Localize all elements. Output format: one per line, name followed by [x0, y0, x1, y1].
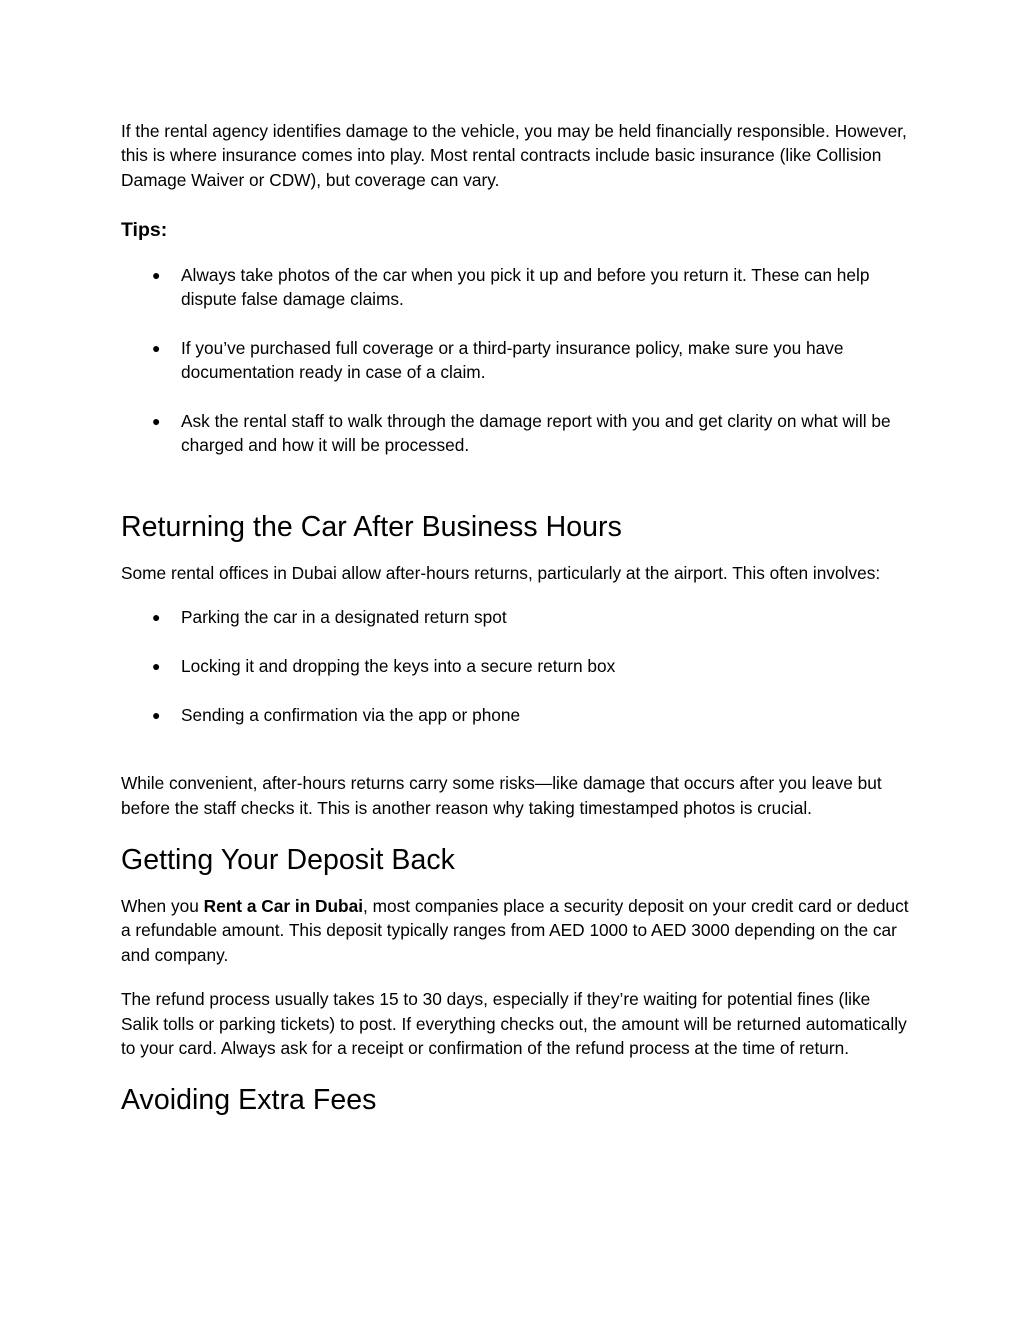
deposit-text-before: When you [121, 895, 204, 916]
section-heading-extra-fees: Avoiding Extra Fees [121, 1084, 377, 1117]
bullet-icon: ● [152, 658, 161, 675]
list-item-text: Sending a confirmation via the app or phone [181, 705, 521, 726]
list-item [121, 263, 911, 312]
list-item-text: Ask the rental staff to walk through the damage report with you and get clarity on what will be charged and how it will be processed. [181, 411, 891, 456]
bullet-icon: ● [152, 339, 161, 356]
tips-list [121, 263, 911, 458]
bullet-icon: ● [152, 413, 161, 430]
section-heading-deposit: Getting Your Deposit Back [121, 843, 455, 876]
document-page [121, 119, 911, 1118]
list-item [121, 409, 911, 458]
section-heading-after-hours: Returning the Car After Business Hours [121, 510, 622, 543]
list-item-text: If you’ve purchased full coverage or a third-party insurance policy, make sure you have documentation ready in case of a claim. [181, 337, 844, 383]
deposit-bold-phrase: Rent a Car in Dubai [203, 895, 364, 916]
deposit-paragraph-1 [121, 894, 911, 967]
bullet-icon: ● [152, 266, 161, 283]
list-item-text: Locking it and dropping the keys into a secure return box [181, 656, 616, 677]
deposit-paragraph-2: The refund process usually takes 15 to 30 days, especially if they’re waiting for potential fines (like Salik tolls or parking tickets) to post. If everything checks out, the amount will be returned automatically to your card. Always ask for a receipt or confirmation of the refund process at the time of return. [121, 989, 907, 1058]
bullet-icon: ● [152, 609, 161, 626]
tips-heading: Tips: [121, 218, 168, 241]
bullet-icon: ● [152, 707, 161, 724]
after-hours-closing: While convenient, after-hours returns carry some risks—like damage that occurs after you leave but before the staff checks it. This is another reason why taking timestamped photos is crucial. [121, 773, 882, 818]
after-hours-intro: Some rental offices in Dubai allow after-hours returns, particularly at the airport. This often involves: [121, 562, 881, 583]
after-hours-list [121, 605, 911, 727]
list-item-text: Parking the car in a designated return spot [181, 607, 507, 628]
list-item [121, 654, 911, 678]
list-item-text: Always take photos of the car when you pick it up and before you return it. These can help dispute false damage claims. [181, 264, 870, 310]
deposit-text-after: , most companies place a security deposit on your credit card or deduct a refundable amount. This deposit typically ranges from AED 1000 to AED 3000 depending on the car and company. [121, 895, 909, 965]
list-item [121, 605, 911, 629]
list-item [121, 336, 911, 385]
list-item [121, 703, 911, 727]
intro-paragraph: If the rental agency identifies damage to the vehicle, you may be held financially responsible. However, this is where insurance comes into play. Most rental contracts include basic insurance (like Collision Damage Waiver or CDW), but coverage can vary. [121, 121, 907, 190]
